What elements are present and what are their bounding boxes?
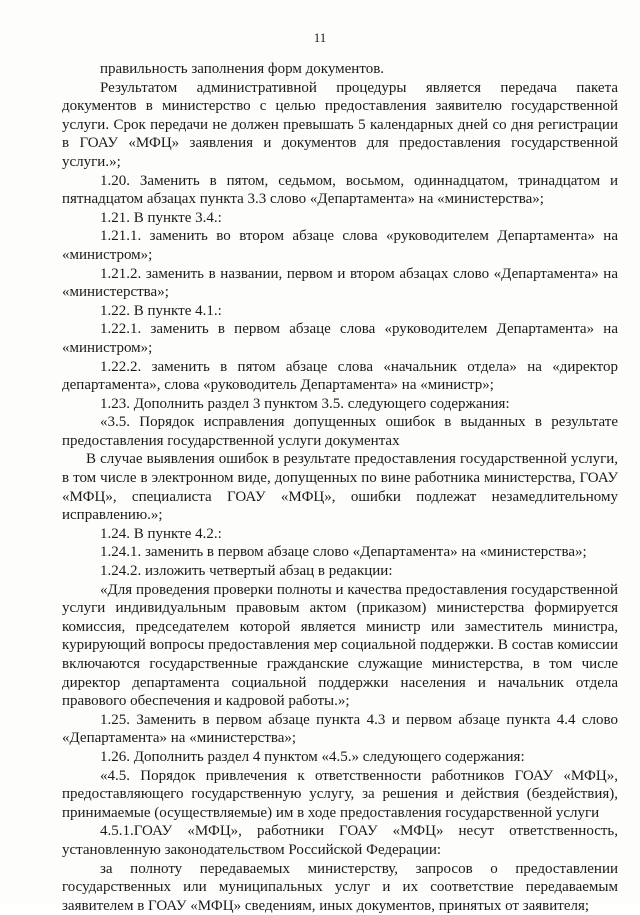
paragraph: 1.22. В пункте 4.1.: — [100, 302, 222, 319]
paragraph: 1.26. Дополнить раздел 4 пунктом «4.5.» следующего содержания: — [100, 748, 525, 765]
paragraph: 1.21.1. заменить во втором абзаце слова «руководителем Департамента» на «министром»; — [62, 228, 618, 263]
paragraph: 1.20. Заменить в пятом, седьмом, восьмом, одиннадцатом, тринадцатом и пятнадцатом абзацах пункта 3.3 слово «Департамента» на «министерства»; — [62, 172, 618, 208]
paragraph: за полноту передаваемых министерству, запросов о предоставлении государственных или муниципальных услуг и их соответствие передаваемым заявителем в ГОАУ «МФЦ» сведениям, иных документов, принятых от заявителя; — [62, 860, 618, 914]
paragraph: 1.24.1. заменить в первом абзаце слово «Департамента» на «министерства»; — [100, 544, 587, 561]
paragraph: 1.22.1. заменить в первом абзаце слова «руководителем Департамента» на «министром»; — [62, 321, 618, 356]
paragraph: 1.25. Заменить в первом абзаце пункта 4.3 и первом абзаце пункта 4.4 слово «Департамента» на «министерства»; — [62, 711, 618, 747]
paragraph: 4.5.1.ГОАУ «МФЦ», работники ГОАУ «МФЦ» несут ответственность, установленную законодательством Российской Федерации: — [62, 823, 618, 858]
paragraph: 1.21. В пункте 3.4.: — [100, 209, 222, 226]
paragraph: 1.24.2. изложить четвертый абзац в редакции: — [100, 563, 393, 580]
paragraph: 1.22.2. заменить в пятом абзаце слова «начальник отдела» на «директор департамента», слова «руководитель Департамента» на «министр»; — [62, 358, 618, 394]
document-body — [62, 60, 618, 915]
paragraph: 1.24. В пункте 4.2.: — [100, 525, 222, 542]
page-number: 11 — [313, 30, 327, 45]
paragraph: Результатом административной процедуры является передача пакета документов в министерство с целью предоставления заявителю государственной услуги. Срок передачи не должен превышать 5 календарных дней со дня регистрации в ГОАУ «МФЦ» заявления и документов для предоставления государственной услуги.»; — [62, 79, 618, 170]
paragraph: правильность заполнения форм документов. — [100, 61, 385, 77]
paragraph: «3.5. Порядок исправления допущенных ошибок в выданных в результате предоставления государственной услуги документах — [62, 414, 618, 449]
paragraph: 1.21.2. заменить в названии, первом и втором абзацах слово «Департамента» на «министерства»; — [62, 265, 618, 301]
paragraph: 1.23. Дополнить раздел 3 пунктом 3.5. следующего содержания: — [100, 395, 510, 412]
paragraph: В случае выявления ошибок в результате предоставления государственной услуги, в том числе в электронном виде, допущенных по вине работника министерства, ГОАУ «МФЦ», специалиста ГОАУ «МФЦ», ошибки подлежат незамедлительному исправлению.»; — [62, 451, 618, 524]
paragraph: «Для проведения проверки полноты и качества предоставления государственной услуги индивидуальным правовым актом (приказом) министерства формируется комиссия, председателем которой является министр или заместитель министра, курирующий вопросы предоставления мер социальной поддержки. В состав комиссии включаются государственные гражданские служащие министерства, в том числе директор департамента социальной поддержки населения и начальник отдела правового обеспечения и кадровой работы.»; — [62, 581, 618, 710]
paragraph: «4.5. Порядок привлечения к ответственности работников ГОАУ «МФЦ», предоставляющего государственную услугу, за решения и действия (бездействия), принимаемые (осуществляемые) им в ходе предоставления государственной услуги — [62, 767, 618, 821]
